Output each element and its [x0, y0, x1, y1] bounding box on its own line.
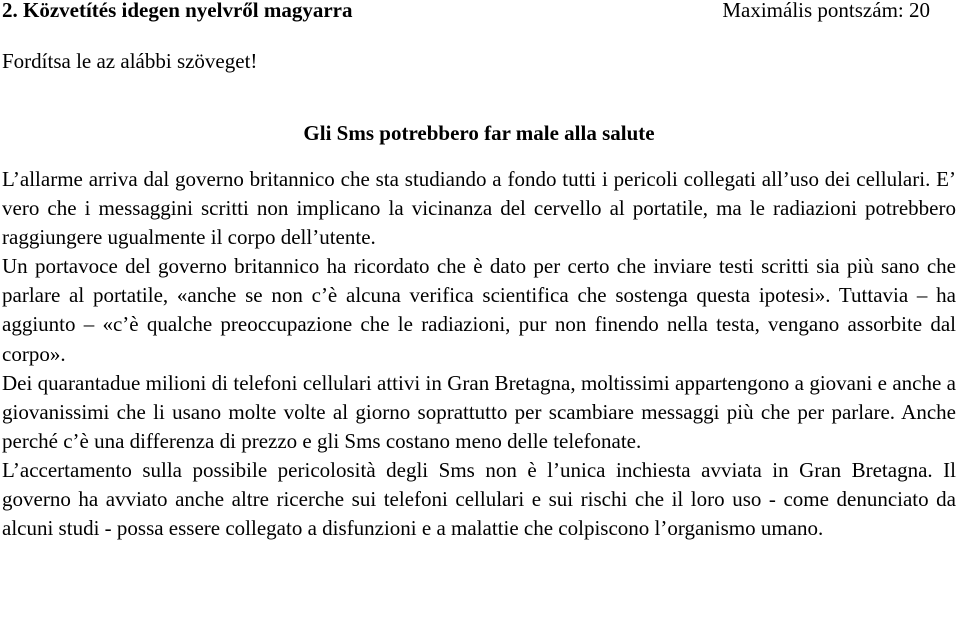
article-paragraph: L’allarme arriva dal governo britannico che sta studiando a fondo tutti i pericoli collegati all’uso dei cellulari. E’ vero che i messaggini scritti non implicano la vicinanza del cervello al portatile, ma le radiazioni potrebbero raggiungere ugualmente il corpo dell’utente.	[2, 167, 956, 250]
section-header	[2, 0, 956, 32]
article-paragraph: Dei quarantadue milioni di telefoni cellulari attivi in Gran Bretagna, moltissimi appartengono a giovani e anche a giovanissimi che li usano molte volte al giorno soprattutto per scambiare messaggi più che per parlare. Anche perché c’è una differenza di prezzo e gli Sms costano meno delle telefonate.	[2, 370, 956, 453]
article-paragraph: L’accertamento sulla possibile pericolosità degli Sms non è l’unica inchiesta avviata in Gran Bretagna. Il governo ha avviato anche altre ricerche sui telefoni cellulari e sui rischi che il loro uso - come denunciato da alcuni studi - possa essere collegato a disfunzioni e a malattie che colpiscono l’organismo umano.	[2, 457, 956, 541]
instruction-text: Fordítsa le az alábbi szöveget!	[2, 49, 258, 73]
max-points: Maximális pontszám: 20	[722, 0, 930, 22]
article-paragraph: Un portavoce del governo britannico ha ricordato che è dato per certo che inviare testi scritti sia più sano che parlare al portatile, «anche se non c’è alcuna verifica scientifica che sostenga questa ipotesi». Tuttavia – ha aggiunto – «c’è qualche preoccupazione che le radiazioni, pur non finendo nella testa, vengano assorbite dal corpo».	[2, 254, 956, 366]
article-title: Gli Sms potrebbero far male alla salute	[303, 121, 655, 145]
section-title: 2. Közvetítés idegen nyelvről magyarra	[2, 0, 353, 22]
article-body	[2, 165, 956, 543]
